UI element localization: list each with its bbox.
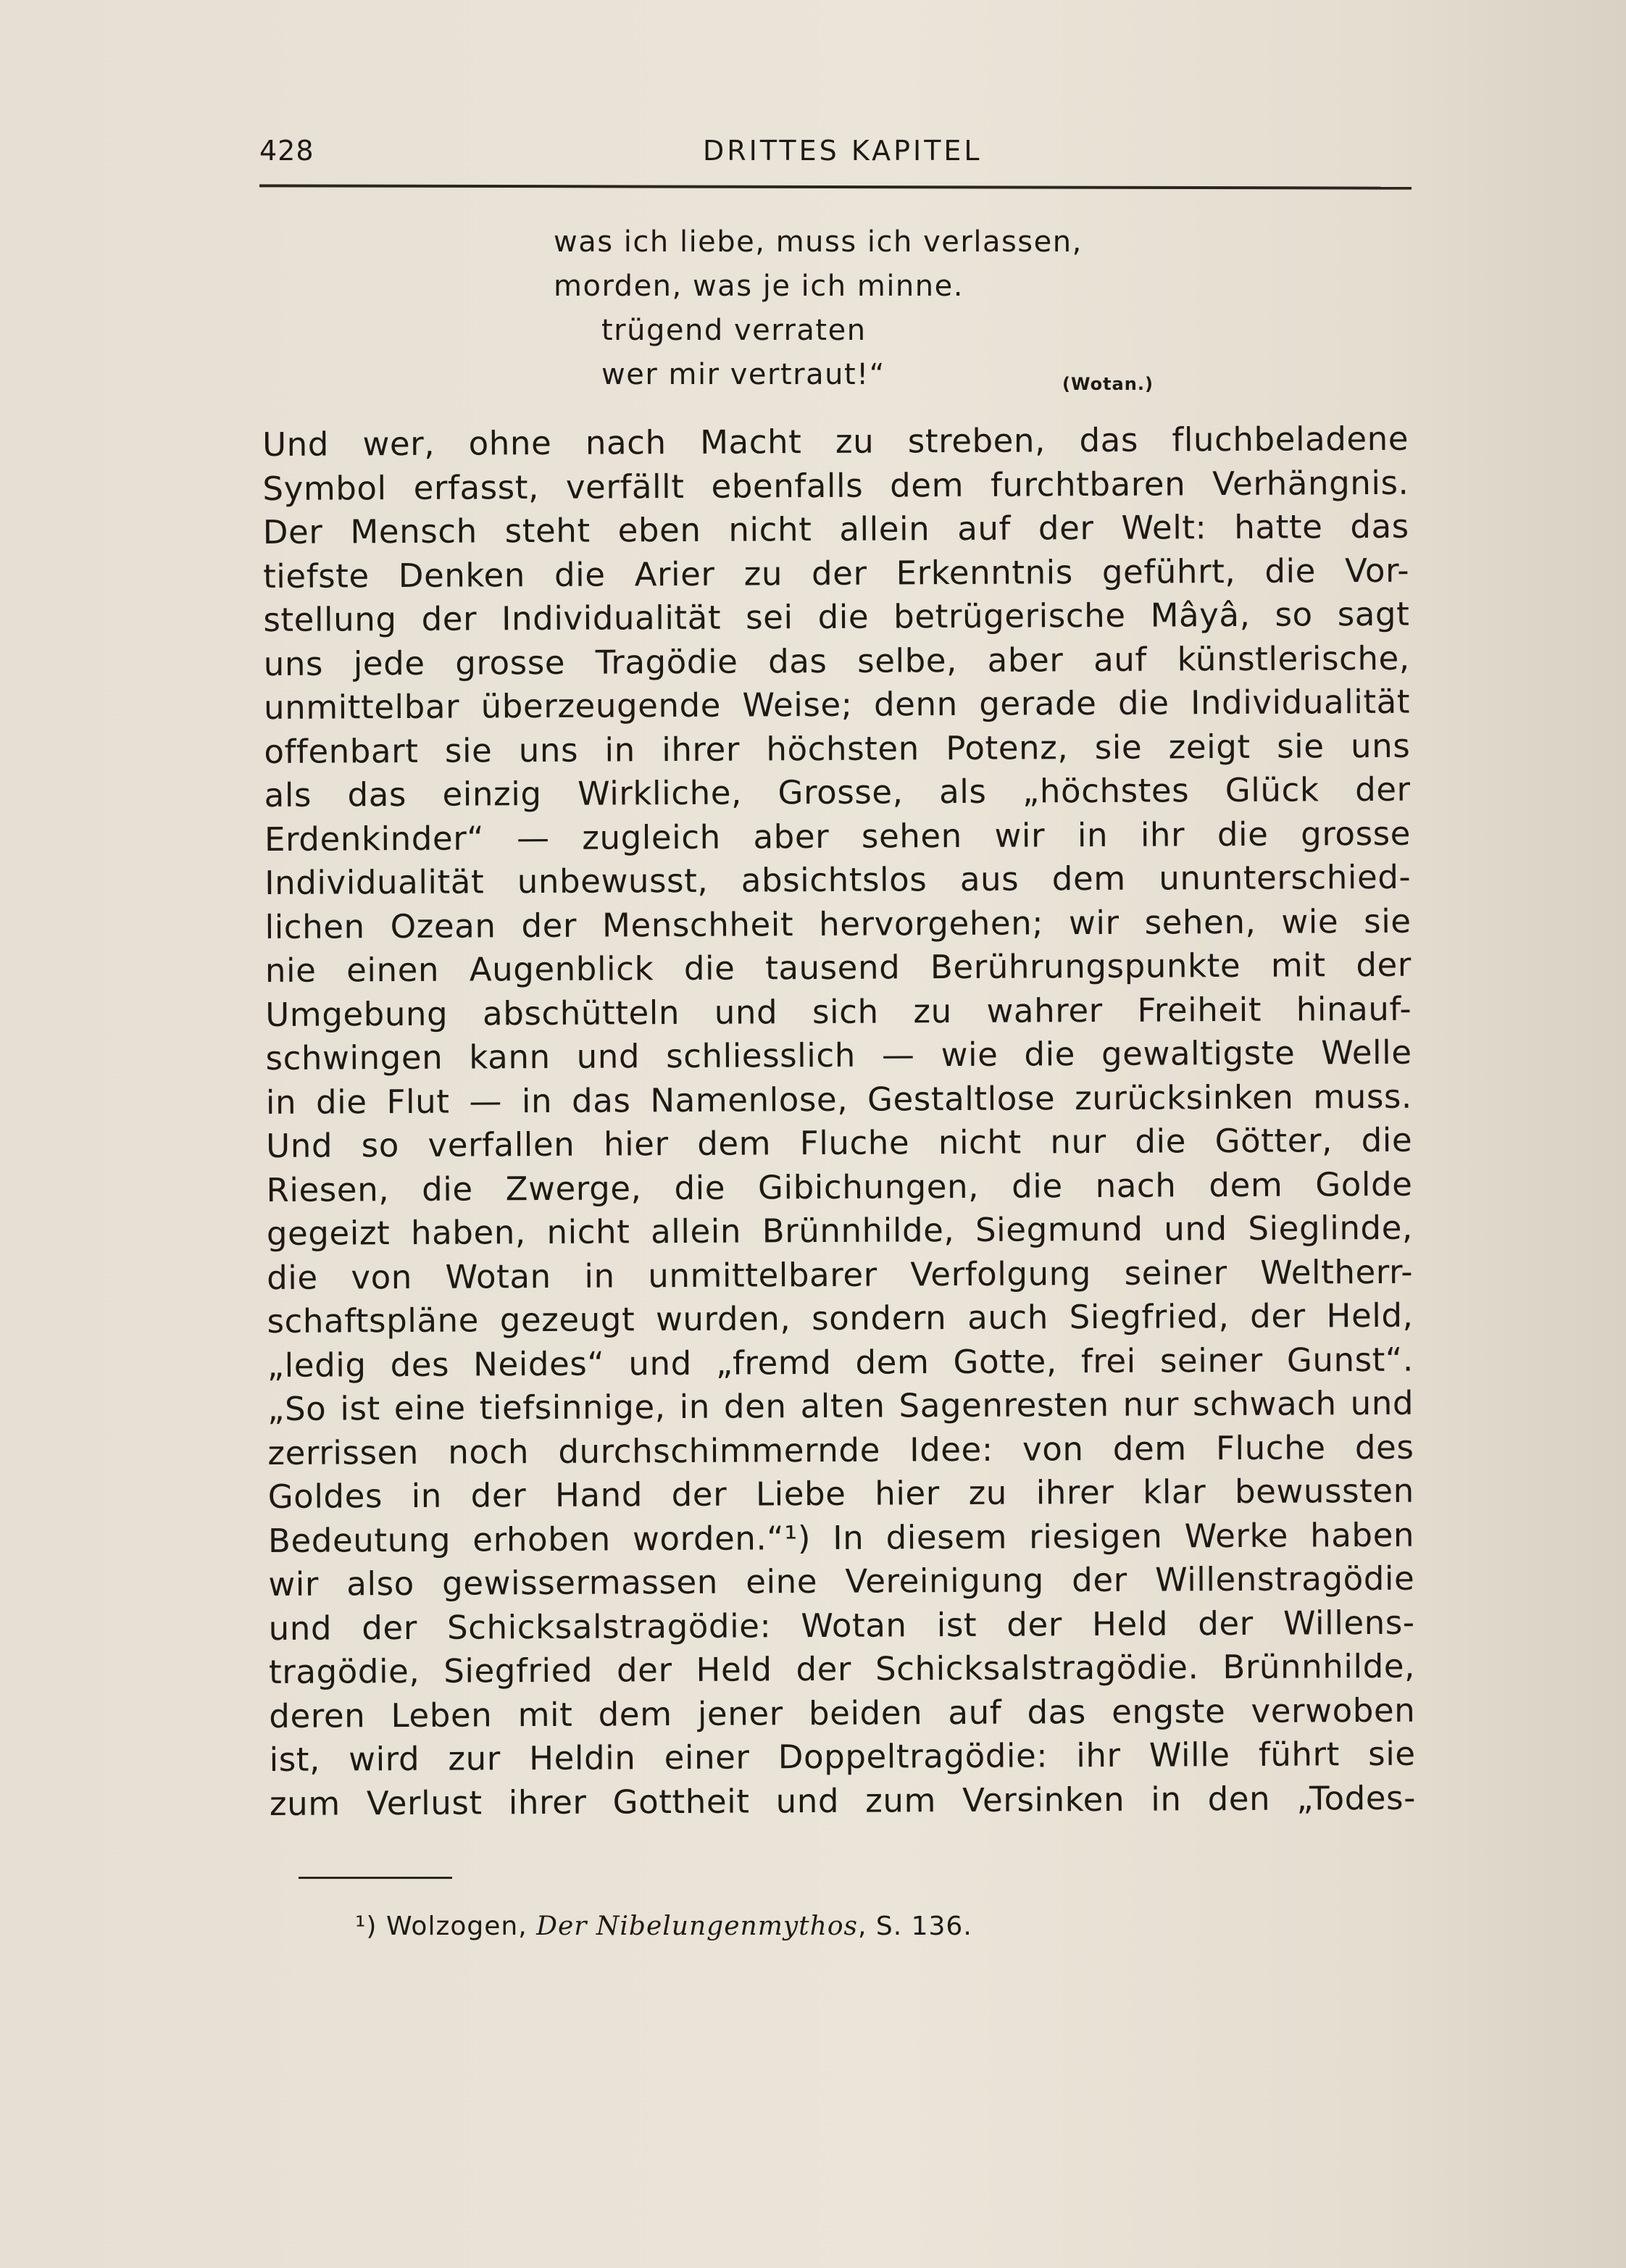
footnote-page-ref: , S. 136. [857, 1911, 972, 1941]
body-line: Und wer, ohne nach Macht zu streben, das fluchbeladene [262, 419, 1409, 464]
verse-line: wer mir vertraut!“ [601, 358, 885, 391]
footnote-author: Wolzogen, [385, 1911, 528, 1941]
body-line: und der Schicksalstragödie: Wotan ist der Held der Willens- [268, 1603, 1415, 1648]
footnote-marker: ¹) [355, 1911, 378, 1941]
body-line: stellung der Individualität sei die betrügerische Mâyâ, so sagt [263, 594, 1410, 639]
body-line: lichen Ozean der Menschheit hervorgehen; wir sehen, wie sie [264, 901, 1412, 946]
body-line: „So ist eine tiefsinnige, in den alten Sagenresten nur schwach und [267, 1383, 1414, 1428]
body-line: Symbol erfasst, verfällt ebenfalls dem furchtbaren Verhängnis. [262, 463, 1409, 508]
body-line: Erdenkinder“ — zugleich aber sehen wir in ihr die grosse [264, 814, 1412, 859]
running-head: DRITTES KAPITEL [703, 135, 983, 167]
page-header [259, 135, 1412, 185]
body-line: Goldes in der Hand der Liebe hier zu ihrer klar bewussten [267, 1471, 1414, 1516]
body-line: offenbart sie uns in ihrer höchsten Potenz, sie zeigt sie uns [264, 726, 1411, 771]
verse-quotation [554, 220, 1278, 397]
verse-line: morden, was je ich minne. [554, 270, 964, 303]
footnote-title: Der Nibelungenmythos [536, 1911, 858, 1941]
body-line: gegeizt haben, nicht allein Brünnhilde, Siegmund und Sieglinde, [266, 1208, 1413, 1253]
body-line: nie einen Augenblick die tausend Berührungspunkte mit der [264, 945, 1412, 990]
body-line: unmittelbar überzeugende Weise; denn gerade die Individualität [263, 682, 1411, 727]
body-line: Individualität unbewusst, absichtslos aus dem ununterschied- [264, 857, 1412, 902]
body-line: wir also gewissermassen eine Vereinigung der Willenstragödie [268, 1559, 1415, 1604]
footnote [355, 1911, 972, 1941]
body-line: „ledig des Neides“ und „fremd dem Gotte, frei seiner Gunst“. [267, 1340, 1414, 1385]
footnote-rule [299, 1877, 452, 1879]
body-line: Bedeutung erhoben worden.“¹) In diesem riesigen Werke haben [267, 1515, 1415, 1560]
body-line: schwingen kann und schliesslich — wie die gewaltigste Welle [265, 1033, 1412, 1077]
page-number: 428 [259, 135, 314, 167]
body-line: ist, wird zur Heldin einer Doppeltragödie: ihr Wille führt sie [269, 1734, 1416, 1779]
body-line: in die Flut — in das Namenlose, Gestaltlose zurücksinken muss. [265, 1077, 1413, 1122]
body-paragraph [262, 417, 1416, 1826]
body-line: Riesen, die Zwerge, die Gibichungen, die nach dem Golde [266, 1164, 1413, 1209]
verse-line: trügend verraten [601, 314, 867, 347]
body-line: zerrissen noch durchschimmernde Idee: von dem Fluche des [267, 1427, 1414, 1472]
body-line: deren Leben mit dem jener beiden auf das engste verwoben [269, 1690, 1416, 1735]
body-line: Der Mensch steht eben nicht allein auf der Welt: hatte das [262, 506, 1409, 551]
body-line: schaftspläne gezeugt wurden, sondern auch Siegfried, der Held, [267, 1296, 1414, 1341]
body-line: uns jede grosse Tragödie das selbe, aber auf künstlerische, [263, 638, 1410, 683]
body-line: Umgebung abschütteln und sich zu wahrer Freiheit hinauf- [265, 989, 1412, 1034]
body-line: zum Verlust ihrer Gottheit und zum Versinken in den „Todes- [269, 1778, 1417, 1823]
verse-line: was ich liebe, muss ich verlassen, [554, 225, 1083, 259]
body-line: tiefste Denken die Arier zu der Erkenntnis geführt, die Vor- [262, 551, 1410, 596]
body-line: die von Wotan in unmittelbarer Verfolgung seiner Weltherr- [267, 1252, 1414, 1297]
body-line: Und so verfallen hier dem Fluche nicht nur die Götter, die [266, 1120, 1413, 1165]
verse-attribution: (Wotan.) [1062, 374, 1154, 394]
body-line: als das einzig Wirkliche, Grosse, als „höchstes Glück der [264, 770, 1411, 814]
body-line: tragödie, Siegfried der Held der Schicksalstragödie. Brünnhilde, [268, 1646, 1416, 1691]
